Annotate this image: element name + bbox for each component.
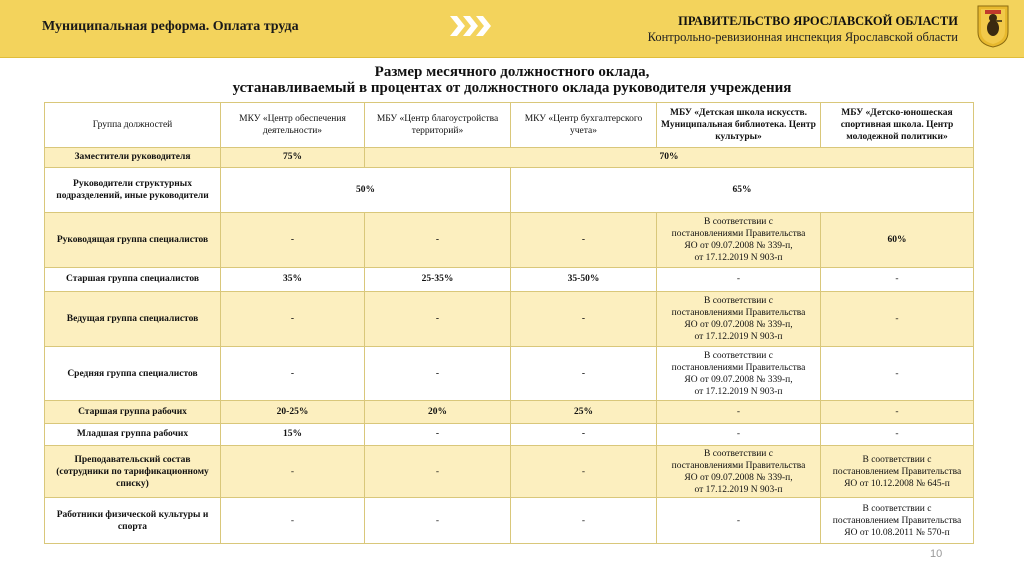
value-cell: 20% — [365, 401, 511, 423]
value-cell: - — [821, 401, 974, 423]
value-cell — [657, 292, 821, 347]
value-cell: 25% — [511, 401, 657, 423]
value-cell — [821, 445, 974, 498]
value-cell: - — [821, 423, 974, 445]
value-cell: - — [365, 498, 511, 544]
slide-title-line-2: устанавливаемый в процентах от должностного оклада руководителя учреждения — [232, 80, 792, 96]
slide-title-line-1: Размер месячного должностного оклада, — [374, 64, 650, 80]
header-cell: Группа должностей — [45, 103, 221, 148]
value-line: В соответствии с — [704, 295, 773, 306]
value-line: ЯО от 09.07.2008 № 339-п, — [684, 319, 793, 330]
table-row — [45, 213, 974, 268]
value-cell: - — [821, 267, 974, 291]
value-line: В соответствии с — [704, 217, 773, 228]
value-line: В соответствии с — [704, 350, 773, 361]
value-cell: 65% — [511, 167, 974, 213]
value-cell: - — [221, 346, 365, 401]
header-cell: МБУ «Детская школа искусств. Муниципальная библиотека. Центр культуры» — [657, 103, 821, 148]
header-title: Муниципальная реформа. Оплата труда — [42, 19, 299, 34]
value-cell: - — [221, 445, 365, 498]
page-number: 10 — [930, 548, 943, 560]
value-cell: - — [821, 292, 974, 347]
group-cell: Ведущая группа специалистов — [45, 292, 221, 347]
value-cell: 35% — [221, 267, 365, 291]
value-cell: - — [221, 292, 365, 347]
value-cell: - — [657, 267, 821, 291]
value-cell: - — [511, 498, 657, 544]
table-row — [45, 292, 974, 347]
value-cell: - — [511, 445, 657, 498]
value-cell: 20-25% — [221, 401, 365, 423]
coat-of-arms-icon — [976, 4, 1010, 48]
value-line: постановлениями Правительства — [671, 307, 806, 318]
value-cell: - — [365, 445, 511, 498]
group-cell: Руководители структурных подразделений, иные руководители — [45, 167, 221, 213]
slide-title — [0, 64, 1024, 96]
group-cell: Работники физической культуры и спорта — [45, 498, 221, 544]
value-cell — [657, 445, 821, 498]
value-cell — [821, 498, 974, 544]
value-cell: 35-50% — [511, 267, 657, 291]
value-cell: - — [511, 213, 657, 268]
value-line: постановлениями Правительства — [671, 460, 806, 471]
value-line: ЯО от 09.07.2008 № 339-п, — [684, 374, 793, 385]
value-cell: - — [511, 346, 657, 401]
value-line: ЯО от 10.12.2008 № 645-п — [844, 478, 950, 489]
value-line: ЯО от 09.07.2008 № 339-п, — [684, 472, 793, 483]
value-cell: - — [657, 401, 821, 423]
value-cell: - — [365, 213, 511, 268]
value-cell: 70% — [365, 147, 974, 167]
value-line: от 17.12.2019 N 903-п — [694, 253, 783, 264]
value-cell: - — [221, 498, 365, 544]
value-line: от 17.12.2019 N 903-п — [694, 331, 783, 342]
value-line: В соответствии с — [704, 448, 773, 459]
table-row — [45, 401, 974, 423]
value-cell: - — [511, 423, 657, 445]
group-cell: Старшая группа специалистов — [45, 267, 221, 291]
value-line: В соответствии с — [862, 454, 932, 465]
value-line: постановлением Правительства — [832, 466, 962, 477]
value-line: от 17.12.2019 N 903-п — [694, 386, 783, 397]
government-title: ПРАВИТЕЛЬСТВО ЯРОСЛАВСКОЙ ОБЛАСТИ — [678, 14, 958, 28]
table-header-row — [45, 103, 974, 148]
value-cell: - — [221, 213, 365, 268]
group-cell: Преподавательский состав (сотрудники по тарификационному списку) — [45, 445, 221, 498]
group-cell: Старшая группа рабочих — [45, 401, 221, 423]
table-row — [45, 167, 974, 213]
table-row — [45, 423, 974, 445]
value-cell: - — [511, 292, 657, 347]
table-row — [45, 498, 974, 544]
header-bar — [0, 0, 1024, 58]
inspection-subtitle: Контрольно-ревизионная инспекция Ярославской области — [647, 30, 958, 44]
value-line: ЯО от 09.07.2008 № 339-п, — [684, 241, 793, 252]
header-cell: МКУ «Центр обеспечения деятельности» — [221, 103, 365, 148]
value-cell: 75% — [221, 147, 365, 167]
salary-table — [44, 102, 974, 544]
table-row — [45, 445, 974, 498]
chevrons-icon — [450, 16, 494, 36]
value-cell: - — [365, 346, 511, 401]
table-row — [45, 346, 974, 401]
value-cell: 25-35% — [365, 267, 511, 291]
group-cell: Заместители руководителя — [45, 147, 221, 167]
value-line: ЯО от 10.08.2011 № 570-п — [844, 527, 950, 538]
government-block — [648, 13, 958, 45]
table-row — [45, 267, 974, 291]
value-line: постановлениями Правительства — [671, 229, 806, 240]
value-cell: - — [821, 346, 974, 401]
value-cell: 50% — [221, 167, 511, 213]
value-line: В соответствии с — [862, 503, 932, 514]
value-line: постановлением Правительства — [832, 515, 962, 526]
value-cell: - — [365, 292, 511, 347]
value-line: от 17.12.2019 N 903-п — [694, 484, 783, 495]
value-cell: - — [657, 423, 821, 445]
header-cell: МБУ «Центр благоустройства территорий» — [365, 103, 511, 148]
value-cell: - — [657, 498, 821, 544]
group-cell: Руководящая группа специалистов — [45, 213, 221, 268]
group-cell: Средняя группа специалистов — [45, 346, 221, 401]
value-cell: - — [365, 423, 511, 445]
value-cell — [657, 346, 821, 401]
value-cell — [657, 213, 821, 268]
header-cell: МКУ «Центр бухгалтерского учета» — [511, 103, 657, 148]
value-cell: 60% — [821, 213, 974, 268]
header-cell: МБУ «Детско-юношеская спортивная школа. Центр молодежной политики» — [821, 103, 974, 148]
value-line: постановлениями Правительства — [671, 362, 806, 373]
table-row — [45, 147, 974, 167]
group-cell: Младшая группа рабочих — [45, 423, 221, 445]
value-cell: 15% — [221, 423, 365, 445]
